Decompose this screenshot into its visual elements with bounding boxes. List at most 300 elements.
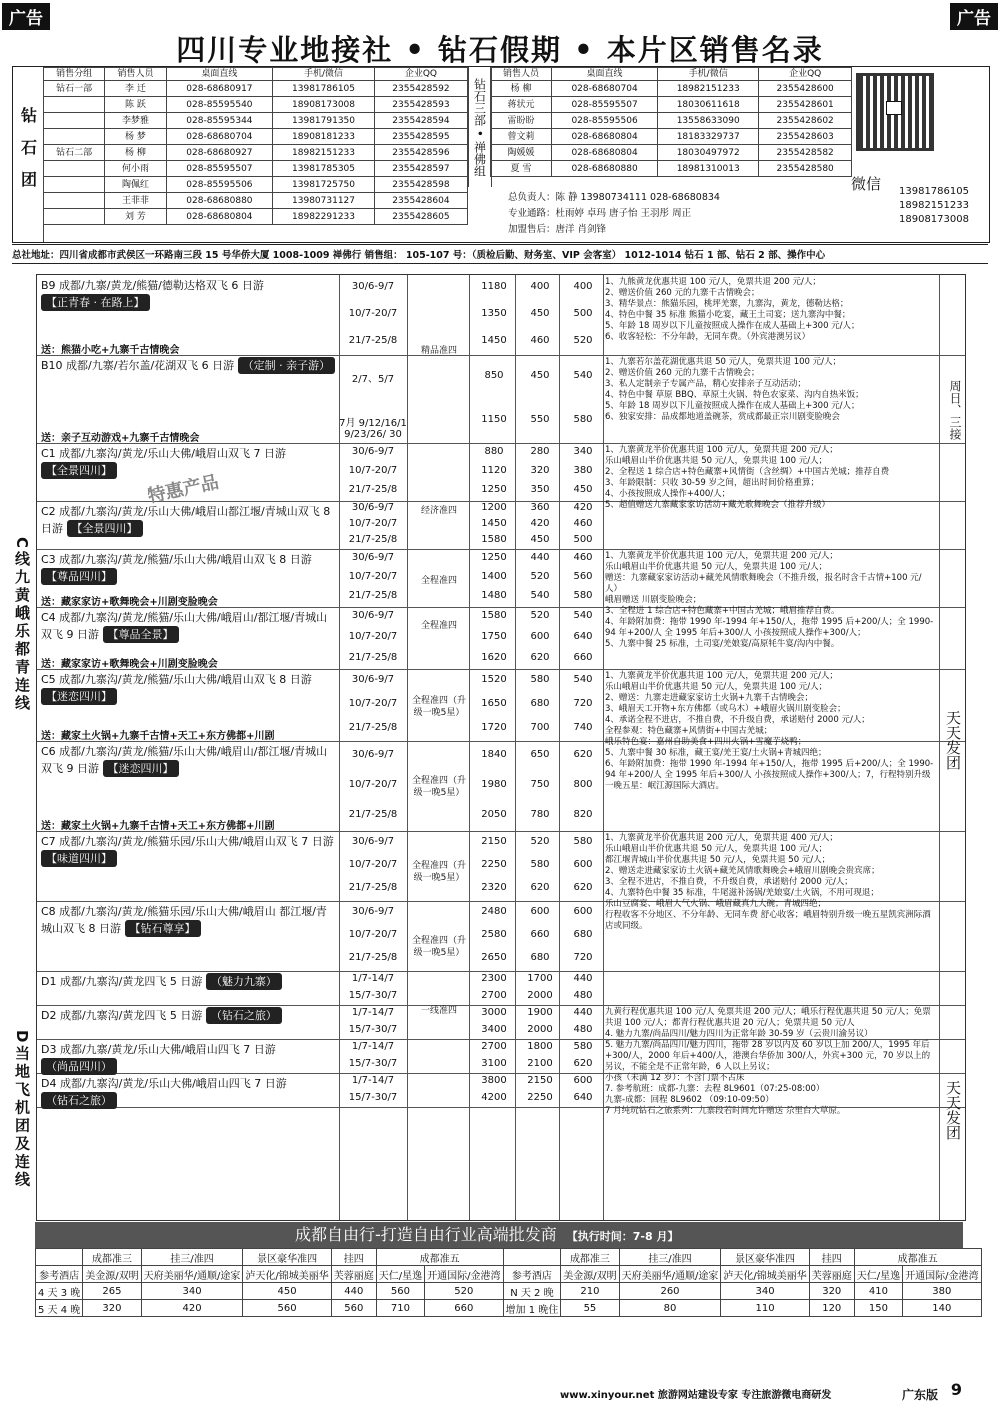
tour-date: 21/7-25/8: [348, 722, 398, 733]
sales-cell: 陈 跃: [105, 97, 166, 113]
tour-price: 450: [530, 534, 550, 545]
tour-title: B10 成都/九寨/若尔盖/花湖双飞 6 日游: [41, 359, 235, 372]
tour-price: 1580: [481, 610, 507, 622]
tour-price: 340: [573, 445, 593, 457]
tour-price: 380: [573, 465, 593, 476]
sales-cell: 2355428604: [374, 193, 467, 209]
tour-price: 2000: [527, 1023, 553, 1035]
tour-price: 460: [530, 334, 550, 346]
price-cell: 410: [854, 1283, 902, 1300]
footer-text: www.xinyour.net 旅游网站建设专家 专注旅游微电商研发: [560, 1390, 832, 1401]
tour-price: 320: [530, 465, 550, 476]
price-cell: 340: [141, 1283, 243, 1300]
sales-cell: 18908173008: [273, 97, 375, 113]
tour-date: 1/7-14/7: [351, 1040, 395, 1052]
price-cell: 260: [619, 1283, 721, 1300]
sales-cell: 2355428580: [759, 161, 852, 177]
tour-price: 450: [530, 370, 550, 381]
grade-cell: 景区豪华准四: [243, 1249, 331, 1266]
sales-cell: 2355428593: [374, 97, 467, 113]
tour-price: 720: [573, 952, 593, 964]
tour-price: 620: [530, 651, 550, 663]
sales-cell: 028-68680804: [552, 129, 658, 145]
tour-name: [41, 277, 337, 311]
tour-date: 15/7-30/7: [348, 1023, 398, 1035]
tour-name: [41, 551, 337, 585]
sales-cell: 2355428596: [374, 145, 467, 161]
sales-row: [44, 113, 468, 129]
section-label-c: C线九黄峨乐都青连线: [13, 536, 31, 713]
price-cell: 560: [243, 1300, 331, 1317]
sales-cell: [44, 177, 105, 193]
tour-price: 680: [573, 929, 593, 940]
tour-title: C8 成都/九寨沟/黄龙/熊猫乐园/乐山大佛/峨眉山 都江堰/青城山双飞 8 日游: [41, 905, 327, 935]
sales-cell: 蒋状元: [491, 97, 552, 113]
tour-price-table: [36, 274, 966, 1221]
tour-level: 全程准四（升级一晚5星）: [411, 776, 466, 798]
tour-price: 620: [573, 1057, 593, 1069]
tour-price: 2300: [481, 972, 507, 984]
tour-price: 880: [484, 445, 504, 457]
tour-date: 1/7-14/7: [351, 1006, 395, 1018]
tour-price: 720: [573, 698, 593, 709]
sales-row: [44, 177, 468, 193]
tour-price: 500: [573, 308, 593, 319]
tour-price: 3400: [481, 1023, 507, 1035]
tour-price: 580: [573, 414, 593, 425]
tour-date: 21/7-25/8: [348, 534, 398, 545]
sales-header-cell: 企业QQ: [374, 68, 467, 81]
tour-tag: 【迷恋四川】: [41, 688, 117, 705]
edition: 广东版: [901, 1388, 938, 1402]
tour-desc: 1、九寨黄龙半价优惠共退 100 元/人，免票共退 200 元/人； 乐山峨眉山半价优惠共退 50 元/人，免票共退 100 元/人； 2、赠送：九寨走进藏家家访土火锅+九寨千古情晚会； 3、峨眉天工开物+东方佛都（或乌木）+峨眉火锅川剧变脸会； 4、承诺全程不进店，不推自费，不升级自费，承诺赔付 2000 元/人； 全程参观：特色藏寨+风情街+中国古羌城； 峨乐特色宴：嘉州自助美食+四川火锅+雪魔芋烧鸭； 5、九寨中餐 30 标准，藏王宴/羌王宴/土火锅+青城四绝； 6、年龄附加费：拖带 1990 年-1994 年+150/人，拖带 1995 后+200/人；全 1990-94 年+200/人 全 1995 年后+300/人 小孩按照成人操作+300/人；7，行程特别升级一晚五星：岷江源国际大酒店。: [605, 671, 934, 791]
tour-date: 1/7-14/7: [351, 1074, 395, 1086]
grade-row: [36, 1249, 982, 1266]
hotel-cell: 天府美丽华/通顺/途家: [141, 1266, 243, 1283]
tour-tag: （钻石之旅）: [206, 1007, 282, 1024]
sales-cell: 雷盼盼: [491, 113, 552, 129]
tour-tag: 【正青春 · 在路上】: [41, 294, 150, 311]
tour-price: 540: [573, 610, 593, 622]
tour-row: [37, 1073, 965, 1108]
tour-price: 2700: [481, 1040, 507, 1052]
tour-gift: 送：亲子互动游戏+九寨千古情晚会: [41, 433, 200, 444]
tour-title: D4 成都/九寨沟/黄龙/乐山大佛/峨眉山四飞 7 日游: [41, 1077, 287, 1090]
tour-date: 10/7-20/7: [348, 571, 398, 582]
tour-price: 2580: [481, 929, 507, 940]
tour-price: 1120: [481, 465, 507, 476]
sales-cell: 杨 柳: [491, 81, 552, 97]
tour-row: [37, 501, 965, 550]
tour-price: 1580: [481, 534, 507, 545]
sales-cell: 13558633090: [658, 113, 759, 129]
tour-price: 2050: [481, 809, 507, 820]
tour-level: 全程准四（升级一晚5星）: [411, 861, 466, 883]
tour-row: [37, 901, 965, 972]
tour-name: [41, 357, 337, 374]
price-cell: 140: [903, 1300, 981, 1317]
sales-header-cell: 销售人员: [105, 68, 166, 81]
tour-name: [41, 503, 337, 537]
tour-date: 30/6-9/7: [351, 749, 395, 760]
tour-price: 1250: [481, 484, 507, 496]
tour-level: 精品准四: [420, 346, 457, 356]
tour-row: [37, 275, 965, 356]
hotel-cell: 美金源/双明: [561, 1266, 619, 1283]
tour-price: 1840: [481, 749, 507, 760]
sales-cell: 杨 柳: [105, 145, 166, 161]
hotel-cell: 芙蓉丽庭: [331, 1266, 376, 1283]
contact-phones: [899, 185, 969, 227]
sales-directory: [12, 66, 990, 243]
tour-price: 420: [530, 518, 550, 529]
price-cell: 660: [425, 1300, 503, 1317]
sales-cell: 曾文莉: [491, 129, 552, 145]
duration-cell: N 天 2 晚: [503, 1283, 561, 1300]
tour-price: 1520: [481, 674, 507, 685]
price-cell: 210: [561, 1283, 619, 1300]
tour-date: 30/6-9/7: [351, 610, 395, 622]
tour-name: [41, 1007, 337, 1024]
hotel-cell: 开通国际/金港湾: [903, 1266, 981, 1283]
tour-price: 1980: [481, 779, 507, 790]
hotel-cell: 开通国际/金港湾: [425, 1266, 503, 1283]
duration-cell: 增加 1 晚住: [503, 1300, 561, 1317]
tour-price: 440: [573, 1006, 593, 1018]
tour-date: 10/7-20/7: [348, 308, 398, 319]
sales-row: [491, 129, 852, 145]
tour-name: [41, 833, 337, 867]
sales-cell: [44, 161, 105, 177]
tour-price: 1200: [481, 502, 507, 513]
tour-date: 21/7-25/8: [348, 590, 398, 602]
tour-tag: （定制 · 亲子游）: [238, 357, 336, 374]
tour-price: 400: [530, 281, 550, 293]
price-cell: 560: [376, 1283, 424, 1300]
tour-price: 400: [573, 281, 593, 293]
phone-2: 18982151233: [899, 200, 969, 211]
exec-time: 【执行时间：7-8 月】: [566, 1230, 679, 1243]
tour-price: 2320: [481, 882, 507, 894]
tour-price: 680: [530, 698, 550, 709]
tour-date: 1/7-14/7: [351, 972, 395, 984]
tour-price: 640: [573, 1091, 593, 1103]
tour-price: 2000: [527, 989, 553, 1001]
tour-title: D3 成都/九寨/黄龙/乐山大佛/峨眉山四飞 7 日游: [41, 1043, 276, 1056]
tour-price: 2700: [481, 989, 507, 1001]
tour-price: 850: [484, 370, 504, 381]
tour-price: 1350: [481, 308, 507, 319]
tour-price: 1900: [527, 1006, 553, 1018]
tour-level: 一线准四: [420, 1006, 457, 1016]
tour-date: 10/7-20/7: [348, 779, 398, 790]
tour-price: 1700: [527, 972, 553, 984]
sales-table-left: [43, 67, 468, 225]
tour-price: 2250: [481, 859, 507, 870]
sales-row: [44, 97, 468, 113]
tour-price: 2250: [527, 1091, 553, 1103]
tour-price: 580: [573, 835, 593, 847]
sales-row: [44, 161, 468, 177]
price-cell: 420: [141, 1300, 243, 1317]
tour-level: 全程准四: [420, 576, 457, 586]
hotel-cell: 芙蓉丽庭: [809, 1266, 854, 1283]
sales-cell: 2355428600: [759, 81, 852, 97]
tour-date: 15/7-30/7: [348, 1057, 398, 1069]
tour-desc: 1、九寨黄龙半价优惠共退 200 元/人，免票共退 400 元/人； 乐山峨眉山半价优惠共退 50 元/人，免票共退 100 元/人； 都江堰青城山半价优惠共退 50 元/人，免票共退 50 元/人； 2、赠送走进藏家家访土火锅+藏羌风情歌舞晚会+峨眉川剧晚会贵宾席； 3、全程不进店，不推自费，不升级自费，承诺赔付 2000 元/人； 4、九寨特色中餐 35 标准，牛尾滋补汤锅/羌娘宴/土火锅，不用可现退； 乐山豆腐宴、峨眉人气火锅、峨眉藏真九大碗；青城四绝； 行程收客不分地区、不分年龄、无同车费 舒心收客；峨眉特别升级一晚五星凯宾洲际酒店或同级。: [605, 833, 931, 931]
price-cell: 120: [809, 1300, 854, 1317]
tour-row: [37, 971, 965, 1006]
tour-price: 2650: [481, 952, 507, 964]
duration-cell: 4 天 3 晚: [36, 1283, 83, 1300]
sales-cell: 18030611618: [658, 97, 759, 113]
sales-cell: 13981791350: [273, 113, 375, 129]
tour-date: 30/6-9/7: [351, 674, 395, 685]
tour-price: 600: [530, 631, 550, 642]
sales-cell: 杨 梦: [105, 129, 166, 145]
sales-cell: 028-68680880: [552, 161, 658, 177]
tour-tag: 【全景四川】: [41, 462, 117, 479]
tour-row: [37, 1039, 965, 1074]
tour-price: 1720: [481, 722, 507, 733]
tour-title: C1 成都/九寨沟/黄龙/乐山大佛/峨眉山双飞 7 日游: [41, 447, 286, 460]
sales-cell: 13981725750: [273, 177, 375, 193]
tour-row: [37, 355, 965, 444]
tour-price: 740: [573, 722, 593, 733]
sales-cell: 028-68680880: [166, 193, 273, 209]
sales-cell: 2355428592: [374, 81, 467, 97]
grade-cell: 挂三/准四: [619, 1249, 721, 1266]
grade-cell: 挂四: [331, 1249, 376, 1266]
hotel-cell: 天仁/星逸: [854, 1266, 902, 1283]
tour-date: 15/7-30/7: [348, 989, 398, 1001]
tour-price: 1250: [481, 551, 507, 563]
tour-price: 460: [573, 518, 593, 529]
free-travel-table: [35, 1248, 982, 1317]
price-cell: 320: [83, 1300, 141, 1317]
hotel-row: [36, 1266, 982, 1283]
side-note-c: 天天发团: [944, 710, 962, 770]
tour-row: [37, 741, 965, 832]
price-row: [36, 1300, 982, 1317]
price-cell: 560: [331, 1300, 376, 1317]
free-travel-title: 成都自由行-打造自由行业高端批发商 【执行时间：7-8 月】: [35, 1222, 963, 1248]
ad-badge-right: 广告: [950, 3, 998, 30]
tour-price: 560: [573, 571, 593, 582]
sales-cell: [44, 113, 105, 129]
tour-price: 780: [530, 809, 550, 820]
tour-gift: 送：藏家土火锅+九寨千古情+天工+东方佛都+川剧: [41, 821, 275, 832]
sales-cell: 陶佩红: [105, 177, 166, 193]
sales-cell: 028-68680917: [166, 81, 273, 97]
tour-price: 750: [530, 779, 550, 790]
tour-date: 10/7-20/7: [348, 929, 398, 940]
grade-cell: 挂四: [809, 1249, 854, 1266]
sales-cell: 028-85595344: [166, 113, 273, 129]
sales-cell: 2355428602: [759, 113, 852, 129]
tour-price: 2150: [481, 835, 507, 847]
sales-cell: 2355428605: [374, 209, 467, 225]
hotel-label: 参考酒店: [503, 1266, 561, 1283]
tour-price: 620: [530, 882, 550, 894]
phone-3: 18908173008: [899, 214, 969, 225]
tour-row: [37, 607, 965, 670]
tour-price: 620: [573, 882, 593, 894]
tour-level: 全程准四（升级一晚5星）: [411, 936, 466, 958]
tour-price: 580: [530, 674, 550, 685]
tour-date: 30/6-9/7: [351, 445, 395, 457]
tour-price: 3100: [481, 1057, 507, 1069]
free-travel-section: [35, 1222, 979, 1317]
tour-price: 350: [530, 484, 550, 496]
sales-row: [491, 161, 852, 177]
tour-price: 420: [573, 502, 593, 513]
sales-cell: 2355428598: [374, 177, 467, 193]
sales-cell: 18183329737: [658, 129, 759, 145]
tour-title: C2 成都/九寨沟/黄龙/乐山大佛/峨眉山都江堰/青城山双飞 8 日游: [41, 505, 331, 535]
tour-price: 540: [573, 370, 593, 381]
sales-cell: [44, 97, 105, 113]
side-note-d: 天天发团: [944, 1080, 962, 1140]
sales-table-right: [490, 67, 852, 177]
manager-line: 总负责人：陈 静 13980734111 028-68680834: [508, 192, 720, 203]
tour-date: 2/7、5/7: [351, 374, 395, 385]
tour-price: 1150: [481, 414, 507, 425]
hotel-cell: 天仁/星逸: [376, 1266, 424, 1283]
tour-price: 1450: [481, 334, 507, 346]
guide-line: 专业通路：杜雨婷 卓玛 唐子怡 王羽彤 周正: [508, 208, 692, 219]
tour-price: 2100: [527, 1057, 553, 1069]
sales-cell: [44, 209, 105, 225]
tour-tag: （魅力九寨）: [206, 973, 282, 990]
tour-date: 21/7-25/8: [348, 651, 398, 663]
price-cell: 450: [243, 1283, 331, 1300]
tour-price: 700: [530, 722, 550, 733]
tour-title: D2 成都/九寨沟/黄龙四飞 5 日游: [41, 1009, 203, 1022]
tour-price: 1620: [481, 651, 507, 663]
tour-price: 360: [530, 502, 550, 513]
tour-desc: 1、九寨若尔盖花湖优惠共退 50 元/人，免票共退 100 元/人； 2、赠送价值 260 元的九寨千古情晚会； 3、私人定制亲子专属产品，精心安排亲子互动活动； 4、特色中餐 草原 BBQ、草原土火锅、特色农家菜、沟内自热米饭； 5、年龄 18 周岁以下儿童按照成人操作在成人基础上+300 元/人； 6、独家安排：品成都地道盖碗茶，赏成都最正宗川剧变脸晚会: [605, 357, 864, 422]
sales-row: [44, 209, 468, 225]
sales-cell: 028-68680927: [166, 145, 273, 161]
sales-row: [491, 97, 852, 113]
sales-cell: 18982151233: [273, 145, 375, 161]
tour-price: 1800: [527, 1040, 553, 1052]
price-cell: 150: [854, 1300, 902, 1317]
sales-cell: 18982291233: [273, 209, 375, 225]
tour-price: 520: [573, 334, 593, 346]
tour-date: 10/7-20/7: [348, 465, 398, 476]
hotel-cell: 美金源/双明: [83, 1266, 141, 1283]
tour-price: 1650: [481, 698, 507, 709]
hotel-cell: 泸天化/锦城美丽华: [243, 1266, 331, 1283]
page-title: 四川专业地接社 • 钻石假期 • 本片区销售名录: [176, 33, 824, 67]
tour-level: 经济准四: [420, 506, 457, 516]
hotel-cell: 天府美丽华/通顺/途家: [619, 1266, 721, 1283]
sales-cell: 钻石二部: [44, 145, 105, 161]
sales-cell: 18030497972: [658, 145, 759, 161]
tour-title: B9 成都/九寨/黄龙/熊猫/德勒达格双飞 6 日游: [41, 279, 264, 292]
tour-title: C6 成都/九寨沟/黄龙/熊猫/乐山大佛/峨眉山/都江堰/青城山双飞 9 日游: [41, 745, 328, 775]
tour-name: [41, 609, 337, 643]
tour-price: 1180: [481, 281, 507, 293]
sales-cell: 陶媛媛: [491, 145, 552, 161]
sales-cell: 13980731127: [273, 193, 375, 209]
tour-price: 650: [530, 749, 550, 760]
tour-tag: 【尊品四川】: [41, 568, 117, 585]
sales-header-cell: 销售分组: [44, 68, 105, 81]
ad-badge-left: 广告: [2, 3, 50, 30]
sales-header-cell: 桌面直线: [166, 68, 273, 81]
price-cell: 440: [331, 1283, 376, 1300]
tour-price: 800: [573, 779, 593, 790]
tour-price: 1400: [481, 571, 507, 582]
tour-price: 280: [530, 445, 550, 457]
tour-tag: 【尊品全景】: [103, 626, 179, 643]
sales-cell: 刘 芳: [105, 209, 166, 225]
sales-header-cell: 企业QQ: [759, 68, 852, 81]
sales-cell: 13981786105: [273, 81, 375, 97]
tour-price: 640: [573, 631, 593, 642]
grade-cell: 景区豪华准四: [721, 1249, 809, 1266]
tour-price: 450: [573, 484, 593, 496]
tour-tag: （尚品四川）: [41, 1058, 117, 1075]
sales-cell: 028-68680804: [552, 145, 658, 161]
tour-name: [41, 1075, 337, 1109]
sales-row: [44, 145, 468, 161]
grade-cell: 成都准三: [561, 1249, 619, 1266]
sales-cell: 何小雨: [105, 161, 166, 177]
blank-cell: [36, 1249, 83, 1266]
tour-price: 680: [530, 952, 550, 964]
tour-price: 3800: [481, 1074, 507, 1086]
tour-price: 4200: [481, 1091, 507, 1103]
sales-cell: 钻石一部: [44, 81, 105, 97]
sales-cell: 2355428594: [374, 113, 467, 129]
tour-title: D1 成都/九寨沟/黄龙四飞 5 日游: [41, 975, 203, 988]
sales-cell: 李梦雅: [105, 113, 166, 129]
tour-price: 620: [573, 749, 593, 760]
tour-price: 480: [573, 1023, 593, 1035]
sales-row: [491, 145, 852, 161]
tour-date: 7月 9/12/16/1 9/23/26/ 30: [339, 418, 407, 440]
tour-date: 21/7-25/8: [348, 952, 398, 964]
sales-header-cell: 桌面直线: [552, 68, 658, 81]
tour-name: [41, 743, 337, 777]
page-number: 9: [950, 1380, 962, 1399]
tour-price: 550: [530, 414, 550, 425]
tour-date: 21/7-25/8: [348, 484, 398, 496]
sales-cell: 18908181233: [273, 129, 375, 145]
price-cell: 265: [83, 1283, 141, 1300]
qr-logo: [886, 101, 902, 115]
sales-cell: 2355428597: [374, 161, 467, 177]
sales-cell: 2355428595: [374, 129, 467, 145]
price-cell: 55: [561, 1300, 619, 1317]
tour-level: 全程准四（升级一晚5星）: [411, 696, 466, 718]
price-row: [36, 1283, 982, 1300]
tour-price: 660: [530, 929, 550, 940]
price-cell: 380: [903, 1283, 981, 1300]
tour-tag: 【全景四川】: [67, 520, 143, 537]
price-cell: 710: [376, 1300, 424, 1317]
tour-date: 30/6-9/7: [351, 551, 395, 563]
sales-cell: 028-68680704: [166, 129, 273, 145]
tour-price: 600: [573, 1074, 593, 1086]
tour-price: 460: [573, 551, 593, 563]
price-cell: 340: [721, 1283, 809, 1300]
tour-price: 1750: [481, 631, 507, 642]
